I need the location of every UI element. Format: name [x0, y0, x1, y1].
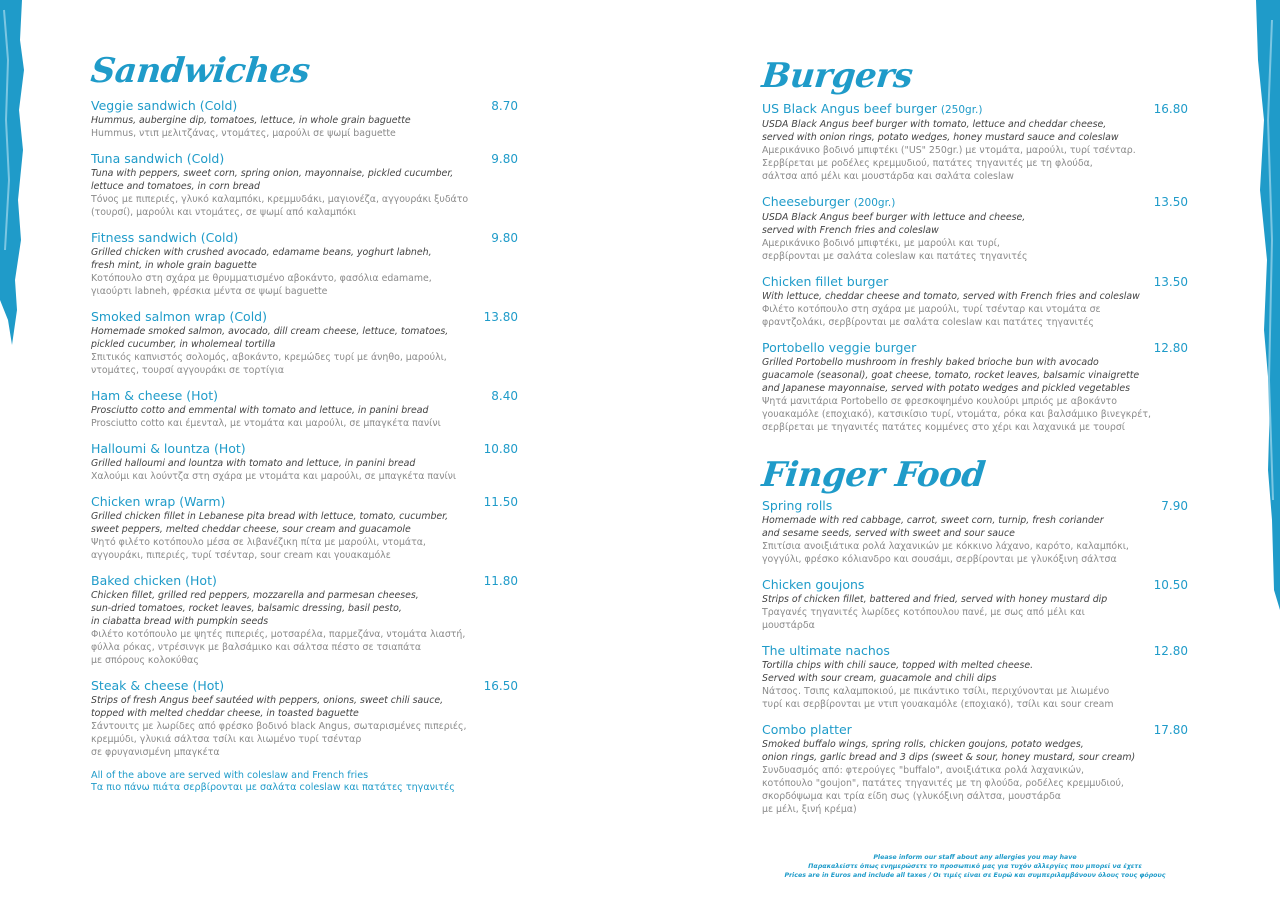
menu-item-name-text: Portobello veggie burger	[762, 340, 917, 355]
menu-item-description-en: Tuna with peppers, sweet corn, spring onion, mayonnaise, pickled cucumber, lettuce and tomatoes, in corn bread	[91, 168, 454, 192]
menu-item	[762, 101, 1188, 183]
menu-item-name-text: Spring rolls	[762, 498, 833, 513]
menu-item-name	[762, 274, 888, 289]
sandwiches-list	[91, 98, 518, 759]
menu-item-price: 12.80	[1153, 644, 1188, 658]
menu-item-description-gr: Ψητά μανιτάρια Portobello σε φρεσκοψημένο κουλούρι μπριός με αβοκάντο γουακαμόλε (εποχιακό), κατσικίσιο τυρί, ντομάτα, ρόκα και βαλσάμικο βινεγκρέτ, σερβίρεται με τηγανιτές πατάτες κομμένες στο χέρι και λαχανικά με τουρσί	[762, 396, 1151, 433]
footnote-gr: Τα πιο πάνω πιάτα σερβίρονται με σαλάτα coleslaw και πατάτες τηγανιτές	[91, 782, 455, 793]
menu-item-description-en: Prosciutto cotto and emmental with tomato and lettuce, in panini bread	[91, 405, 429, 416]
menu-item	[762, 194, 1188, 263]
menu-item-name-text: Tuna sandwich (Cold)	[91, 151, 225, 166]
menu-item-description-gr: Hummus, ντιπ μελιτζάνας, ντομάτες, μαρούλι σε ψωμί baguette	[91, 128, 396, 139]
menu-item-price: 11.50	[483, 495, 518, 509]
menu-item-name	[762, 101, 982, 118]
menu-item-header	[762, 101, 1188, 118]
menu-item-price: 10.50	[1153, 578, 1188, 592]
menu-item	[91, 98, 518, 140]
sandwiches-footnote	[91, 770, 518, 794]
menu-item-description-gr: Τραγανές τηγανιτές λωρίδες κοτόπουλου πανέ, με σως από μέλι και μουστάρδα	[762, 607, 1085, 631]
menu-item-name-text: Steak & cheese (Hot)	[91, 678, 225, 693]
menu-item-description-en: USDA Black Angus beef burger with lettuce and cheese, served with French fries and coleslaw	[762, 212, 1026, 236]
menu-item-description-en: Grilled Portobello mushroom in freshly baked brioche bun with avocado guacamole (seasonal), goat cheese, tomato, rocket leaves, balsamic vinaigrette and Japanese mayonnaise, served with potato wedges and pickled vegetables	[762, 357, 1140, 394]
menu-item-description-en: Chicken fillet, grilled red peppers, mozzarella and parmesan cheeses, sun-dried tomatoes, rocket leaves, balsamic dressing, basil pesto, in ciabatta bread with pumpkin seeds	[91, 590, 419, 627]
menu-item	[91, 678, 518, 759]
brush-stroke-right-decoration	[1250, 0, 1280, 610]
menu-item-header	[91, 230, 518, 246]
menu-item	[91, 151, 518, 219]
menu-item-price: 13.50	[1153, 275, 1188, 289]
menu-item-description-gr: Φιλέτο κοτόπουλο με ψητές πιπεριές, μοτσαρέλα, παρμεζάνα, ντομάτα λιαστή, φύλλα ρόκας, ντρέσινγκ με βαλσάμικο και σάλτσα πέστο σε τσιαπάτα με σπόρους κολοκύθας	[91, 629, 466, 666]
menu-item-description-gr: Prosciutto cotto και έμενταλ, με ντομάτα και μαρούλι, σε μπαγκέτα πανίνι	[91, 418, 441, 429]
menu-item-price: 10.80	[483, 442, 518, 456]
right-column	[759, 55, 1188, 827]
menu-item-price: 8.70	[491, 99, 518, 113]
menu-item-header	[91, 678, 518, 694]
menu-item-header	[91, 441, 518, 457]
menu-item-name	[91, 573, 217, 588]
menu-item	[91, 230, 518, 298]
menu-item-name	[762, 194, 895, 211]
menu-item-description-en: Strips of chicken fillet, battered and fried, served with honey mustard dip	[762, 594, 1108, 605]
menu-item-name	[762, 722, 852, 737]
menu-item-name-text: Cheeseburger	[762, 194, 850, 209]
menu-item-price: 17.80	[1153, 723, 1188, 737]
menu-item-description-gr: Κοτόπουλο στη σχάρα με θρυμματισμένο αβοκάντο, φασόλια edamame, γιαούρτι labneh, φρέσκια μέντα σε ψωμί baguette	[91, 273, 432, 297]
menu-item-name-text: Chicken fillet burger	[762, 274, 889, 289]
menu-item-header	[91, 573, 518, 589]
allergy-notice	[762, 853, 1188, 880]
menu-item-price: 13.80	[483, 310, 518, 324]
menu-item-description-en: Homemade smoked salmon, avocado, dill cream cheese, lettuce, tomatoes, pickled cucumber, in wholemeal tortilla	[91, 326, 449, 350]
menu-item-header	[762, 340, 1188, 356]
menu-item	[91, 573, 518, 667]
menu-item-name-text: Combo platter	[762, 722, 852, 737]
menu-item-name	[762, 340, 916, 355]
menu-item-description-gr: Τόνος με πιπεριές, γλυκό καλαμπόκι, κρεμμυδάκι, μαγιονέζα, αγγουράκι ξυδάτο (τουρσί), μαρούλι και ντομάτες, σε ψωμί από καλαμπόκι	[91, 194, 469, 218]
menu-item-description-en: Tortilla chips with chili sauce, topped with melted cheese. Served with sour cream, guacamole and chili dips	[762, 660, 1034, 684]
menu-item-header	[762, 194, 1188, 211]
menu-item	[762, 577, 1188, 632]
menu-item-header	[91, 309, 518, 325]
menu-item-description-en: Grilled chicken with crushed avocado, edamame beans, yoghurt labneh, fresh mint, in whole grain baguette	[91, 247, 432, 271]
prices-note: Prices are in Euros and include all taxes / Οι τιμές είναι σε Ευρώ και συμπεριλαμβάνουν όλους τους φόρους	[784, 872, 1166, 879]
menu-item-description-gr: Συνδυασμός από: φτερούγες "buffalo", ανοιξιάτικα ρολά λαχανικών, κοτόπουλο "goujon", πατάτες τηγανιτές με τη φλούδα, ροδέλες κρεμμυδιού, σκορδόψωμα και τρία είδη σως (γλυκόξινη σάλτσα, μουστάρδα με μέλι, ξινή κρέμα)	[762, 765, 1124, 815]
menu-item-description-gr: Χαλούμι και λούντζα στη σχάρα με ντομάτα και μαρούλι, σε μπαγκέτα πανίνι	[91, 471, 457, 482]
menu-item-name-text: Chicken goujons	[762, 577, 865, 592]
brush-stroke-left-decoration	[0, 0, 26, 345]
menu-item-name-text: US Black Angus beef burger	[762, 101, 937, 116]
menu-item	[762, 498, 1188, 566]
menu-item-description-gr: Σπιτικός καπνιστός σολομός, αβοκάντο, κρεμώδες τυρί με άνηθο, μαρούλι, ντομάτες, τουρσί αγγουράκι σε τορτίγια	[91, 352, 447, 376]
menu-item	[91, 441, 518, 483]
menu-item-header	[91, 151, 518, 167]
menu-item-portion: (250gr.)	[940, 104, 983, 116]
menu-item-description-gr: Σάντουιτς με λωρίδες από φρέσκο βοδινό black Angus, σωταρισμένες πιπεριές, κρεμμύδι, γλυκιά σάλτσα τσίλι και λιωμένο τυρί τσένταρ σε φρυγανισμένη μπαγκέτα	[91, 721, 467, 758]
menu-item-portion: (200gr.)	[853, 197, 896, 209]
menu-item-description-en: Grilled chicken fillet in Lebanese pita bread with lettuce, tomato, cucumber, sweet peppers, melted cheddar cheese, sour cream and guacamole	[91, 511, 449, 535]
menu-item-price: 13.50	[1153, 195, 1188, 209]
menu-item-price: 9.80	[491, 231, 518, 245]
menu-item-header	[91, 494, 518, 510]
menu-item	[762, 722, 1188, 816]
allergy-en: Please inform our staff about any allergies you may have	[873, 854, 1077, 861]
menu-item-description-en: Smoked buffalo wings, spring rolls, chicken goujons, potato wedges, onion rings, garlic bread and 3 dips (sweet & sour, honey mustard, sour cream)	[762, 739, 1136, 763]
menu-item-name	[91, 441, 246, 456]
burgers-list	[762, 101, 1188, 434]
menu-item-description-en: Strips of fresh Angus beef sautéed with peppers, onions, sweet chili sauce, topped with melted cheddar cheese, in toasted baguette	[91, 695, 444, 719]
menu-item-header	[762, 577, 1188, 593]
menu-item-price: 12.80	[1153, 341, 1188, 355]
sandwiches-section	[88, 50, 518, 794]
menu-item-name	[762, 643, 890, 658]
menu-item-name-text: Veggie sandwich (Cold)	[91, 98, 238, 113]
menu-item-name	[762, 577, 864, 592]
menu-item-description-gr: Νάτσος. Τσιπς καλαμποκιού, με πικάντικο τσίλι, περιχύνονται με λιωμένο τυρί και σερβίρονται με ντιπ γουακαμόλε (εποχιακό), τσίλι και sour cream	[762, 686, 1114, 710]
menu-item-price: 16.80	[1153, 102, 1188, 116]
menu-item-price: 16.50	[483, 679, 518, 693]
menu-item-description-en: USDA Black Angus beef burger with tomato, lettuce and cheddar cheese, served with onion rings, potato wedges, honey mustard sauce and coleslaw	[762, 119, 1119, 143]
menu-item-name	[91, 309, 267, 324]
menu-item-description-en: Homemade with red cabbage, carrot, sweet corn, turnip, fresh coriander and sesame seeds, served with sweet and sour sauce	[762, 515, 1104, 539]
burgers-title: Burgers	[759, 56, 915, 96]
menu-item-name	[762, 498, 832, 513]
finger-food-list	[762, 498, 1188, 816]
menu-item-header	[91, 388, 518, 404]
menu-item	[91, 388, 518, 430]
menu-item-name-text: The ultimate nachos	[762, 643, 890, 658]
footnote-en: All of the above are served with coleslaw and French fries	[91, 770, 369, 781]
sandwiches-title: Sandwiches	[88, 51, 312, 91]
menu-item-name	[91, 388, 218, 403]
menu-item-description-en: Grilled halloumi and lountza with tomato and lettuce, in panini bread	[91, 458, 416, 469]
finger-food-title: Finger Food	[759, 455, 987, 495]
menu-item	[762, 340, 1188, 434]
menu-item-header	[91, 98, 518, 114]
menu-item-price: 8.40	[491, 389, 518, 403]
menu-item-name-text: Ham & cheese (Hot)	[91, 388, 218, 403]
allergy-gr: Παρακαλείστε όπως ενημερώσετε το προσωπικό μας για τυχόν αλλεργίες που μπορεί να έχετε	[808, 863, 1142, 870]
menu-item-name	[91, 678, 224, 693]
menu-item-name	[91, 230, 238, 245]
menu-item-name	[91, 98, 237, 113]
menu-item-description-gr: Αμερικάνικο βοδινό μπιφτέκι, με μαρούλι και τυρί, σερβίρονται με σαλάτα coleslaw και πατάτες τηγανιτές	[762, 238, 1028, 262]
menu-item-name-text: Fitness sandwich (Cold)	[91, 230, 239, 245]
menu-item-name	[91, 151, 224, 166]
menu-item-price: 7.90	[1161, 499, 1188, 513]
menu-item-name-text: Smoked salmon wrap (Cold)	[91, 309, 267, 324]
menu-item-description-en: Hummus, aubergine dip, tomatoes, lettuce, in whole grain baguette	[91, 115, 411, 126]
menu-item-header	[762, 643, 1188, 659]
menu-item-description-gr: Φιλέτο κοτόπουλο στη σχάρα με μαρούλι, τυρί τσένταρ και ντομάτα σε φραντζολάκι, σερβίρονται με σαλάτα coleslaw και πατάτες τηγανιτές	[762, 304, 1101, 328]
menu-item-description-gr: Σπιτίσια ανοιξιάτικα ρολά λαχανικών με κόκκινο λάχανο, καρότο, καλαμπόκι, γογγύλι, φρέσκο κόλιανδρο και σουσάμι, σερβίρονται με γλυκόξινη σάλτσα	[762, 541, 1129, 565]
menu-item-name	[91, 494, 225, 509]
menu-item-price: 11.80	[483, 574, 518, 588]
menu-item-description-gr: Αμερικάνικο βοδινό μπιφτέκι ("US" 250gr.) με ντομάτα, μαρούλι, τυρί τσένταρ. Σερβίρεται με ροδέλες κρεμμυδιού, πατάτες τηγανιτές με τη φλούδα, σάλτσα από μέλι και μουστάρδα και σαλάτα coleslaw	[762, 145, 1136, 182]
menu-item-description-en: With lettuce, cheddar cheese and tomato, served with French fries and coleslaw	[762, 291, 1140, 302]
menu-item-header	[762, 722, 1188, 738]
menu-item-name-text: Baked chicken (Hot)	[91, 573, 217, 588]
menu-item	[91, 494, 518, 562]
menu-item-header	[762, 498, 1188, 514]
menu-item-price: 9.80	[491, 152, 518, 166]
menu-item	[762, 274, 1188, 329]
menu-item-name-text: Chicken wrap (Warm)	[91, 494, 226, 509]
menu-item-header	[762, 274, 1188, 290]
menu-item-name-text: Halloumi & lountza (Hot)	[91, 441, 246, 456]
menu-item	[91, 309, 518, 377]
menu-item-description-gr: Ψητό φιλέτο κοτόπουλο μέσα σε λιβανέζικη πίτα με μαρούλι, ντομάτα, αγγουράκι, πιπεριές, τυρί τσένταρ, sour cream και γουακαμόλε	[91, 537, 426, 561]
menu-item	[762, 643, 1188, 711]
